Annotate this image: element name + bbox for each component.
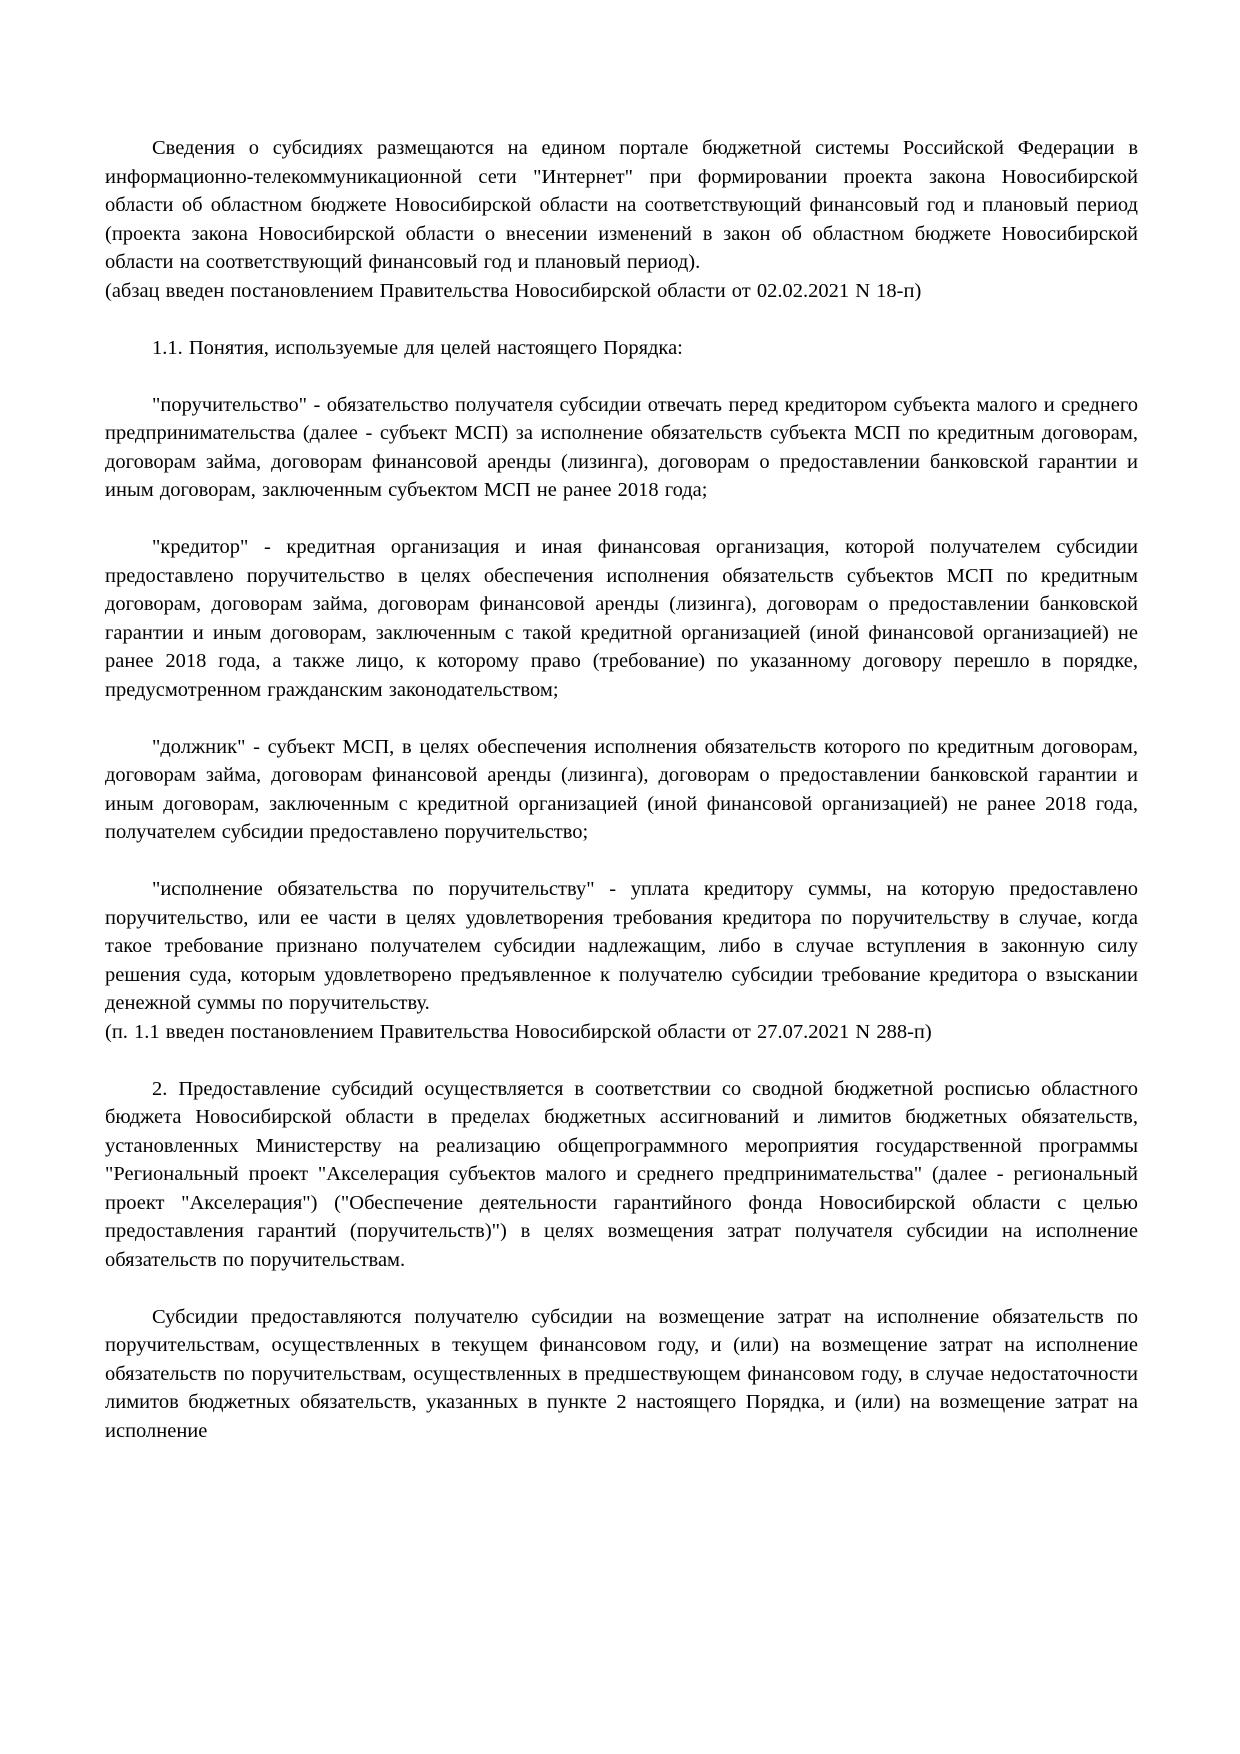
paragraph-definition-poruchitelstvo: "поручительство" - обязательство получателя субсидии отвечать перед кредитором субъекта малого и среднего предпринимательства (далее - субъект МСП) за исполнение обязательств субъекта МСП по кредитным договорам, договорам займа, договорам финансовой аренды (лизинга), договорам о предоставлении банковской гарантии и иным договорам, заключенным субъектом МСП не ранее 2018 года; [105,393,1138,501]
paragraph-subsidy-cost-compensation: Субсидии предоставляются получателю субсидии на возмещение затрат на исполнение обязательств по поручительствам, осуществленных в текущем финансовом году, и (или) на возмещение затрат на исполнение обязательств по поручительствам, осуществленных в предшествующем финансовом году, в случае недостаточности лимитов бюджетных обязательств, указанных в пункте 2 настоящего Порядка, и (или) на возмещение затрат на исполнение [105,1305,1138,1442]
paragraph-definition-kreditor: "кредитор" - кредитная организация и иная финансовая организация, которой получателем субсидии предоставлено поручительство в целях обеспечения исполнения обязательств субъектов МСП по кредитным договорам, договорам займа, договорам финансовой аренды (лизинга), договорам о предоставлении банковской гарантии и иным договорам, заключенным с такой кредитной организацией (иной финансовой организацией) не ранее 2018 года, а также лицо, к которому право (требование) по указанному договору перешло в порядке, предусмотренном гражданским законодательством; [105,536,1138,701]
paragraph-subsidy-portal-info: Сведения о субсидиях размещаются на едином портале бюджетной системы Российской Федерации в информационно-телекоммуникационной сети "Интернет" при формировании проекта закона Новосибирской области об областном бюджете Новосибирской области на соответствующий финансовый год и плановый период (проекта закона Новосибирской области о внесении изменений в закон об областном бюджете Новосибирской области на соответствующий финансовый год и плановый период). [105,137,1138,273]
note-amendment-27-07-2021-288p: (п. 1.1 введен постановлением Правительства Новосибирской области от 27.07.2021 N 288-п) [105,1020,932,1043]
paragraph-1-1-heading: 1.1. Понятия, используемые для целей настоящего Порядка: [152,336,683,359]
paragraph-2-subsidy-provision: 2. Предоставление субсидий осуществляется в соответствии со сводной бюджетной росписью областного бюджета Новосибирской области в пределах бюджетных ассигнований и лимитов бюджетных обязательств, установленных Министерству на реализацию общепрограммного мероприятия государственной программы "Региональный проект "Акселерация субъектов малого и среднего предпринимательства" (далее - региональный проект "Акселерация") ("Обеспечение деятельности гарантийного фонда Новосибирской области с целью предоставления гарантий (поручительств)") в целях возмещения затрат получателя субсидии на исполнение обязательств по поручительствам. [105,1077,1138,1271]
paragraph-definition-dolzhnik: "должник" - субъект МСП, в целях обеспечения исполнения обязательств которого по кредитным договорам, договорам займа, договорам финансовой аренды (лизинга), договорам о предоставлении банковской гарантии и иным договорам, заключенным с кредитной организацией (иной финансовой организацией) не ранее 2018 года, получателем субсидии предоставлено поручительство; [105,735,1138,843]
paragraph-definition-ispolnenie-obyazatelstva: "исполнение обязательства по поручительству" - уплата кредитору суммы, на которую предоставлено поручительство, или ее части в целях удовлетворения требования кредитора по поручительству в случае, когда такое требование признано получателем субсидии надлежащим, либо в случае вступления в законную силу решения суда, которым удовлетворено предъявленное к получателю субсидии требование кредитора о взыскании денежной суммы по поручительству. [105,878,1138,1014]
note-amendment-02-02-2021-18p: (абзац введен постановлением Правительства Новосибирской области от 02.02.2021 N 18-п) [105,279,922,302]
